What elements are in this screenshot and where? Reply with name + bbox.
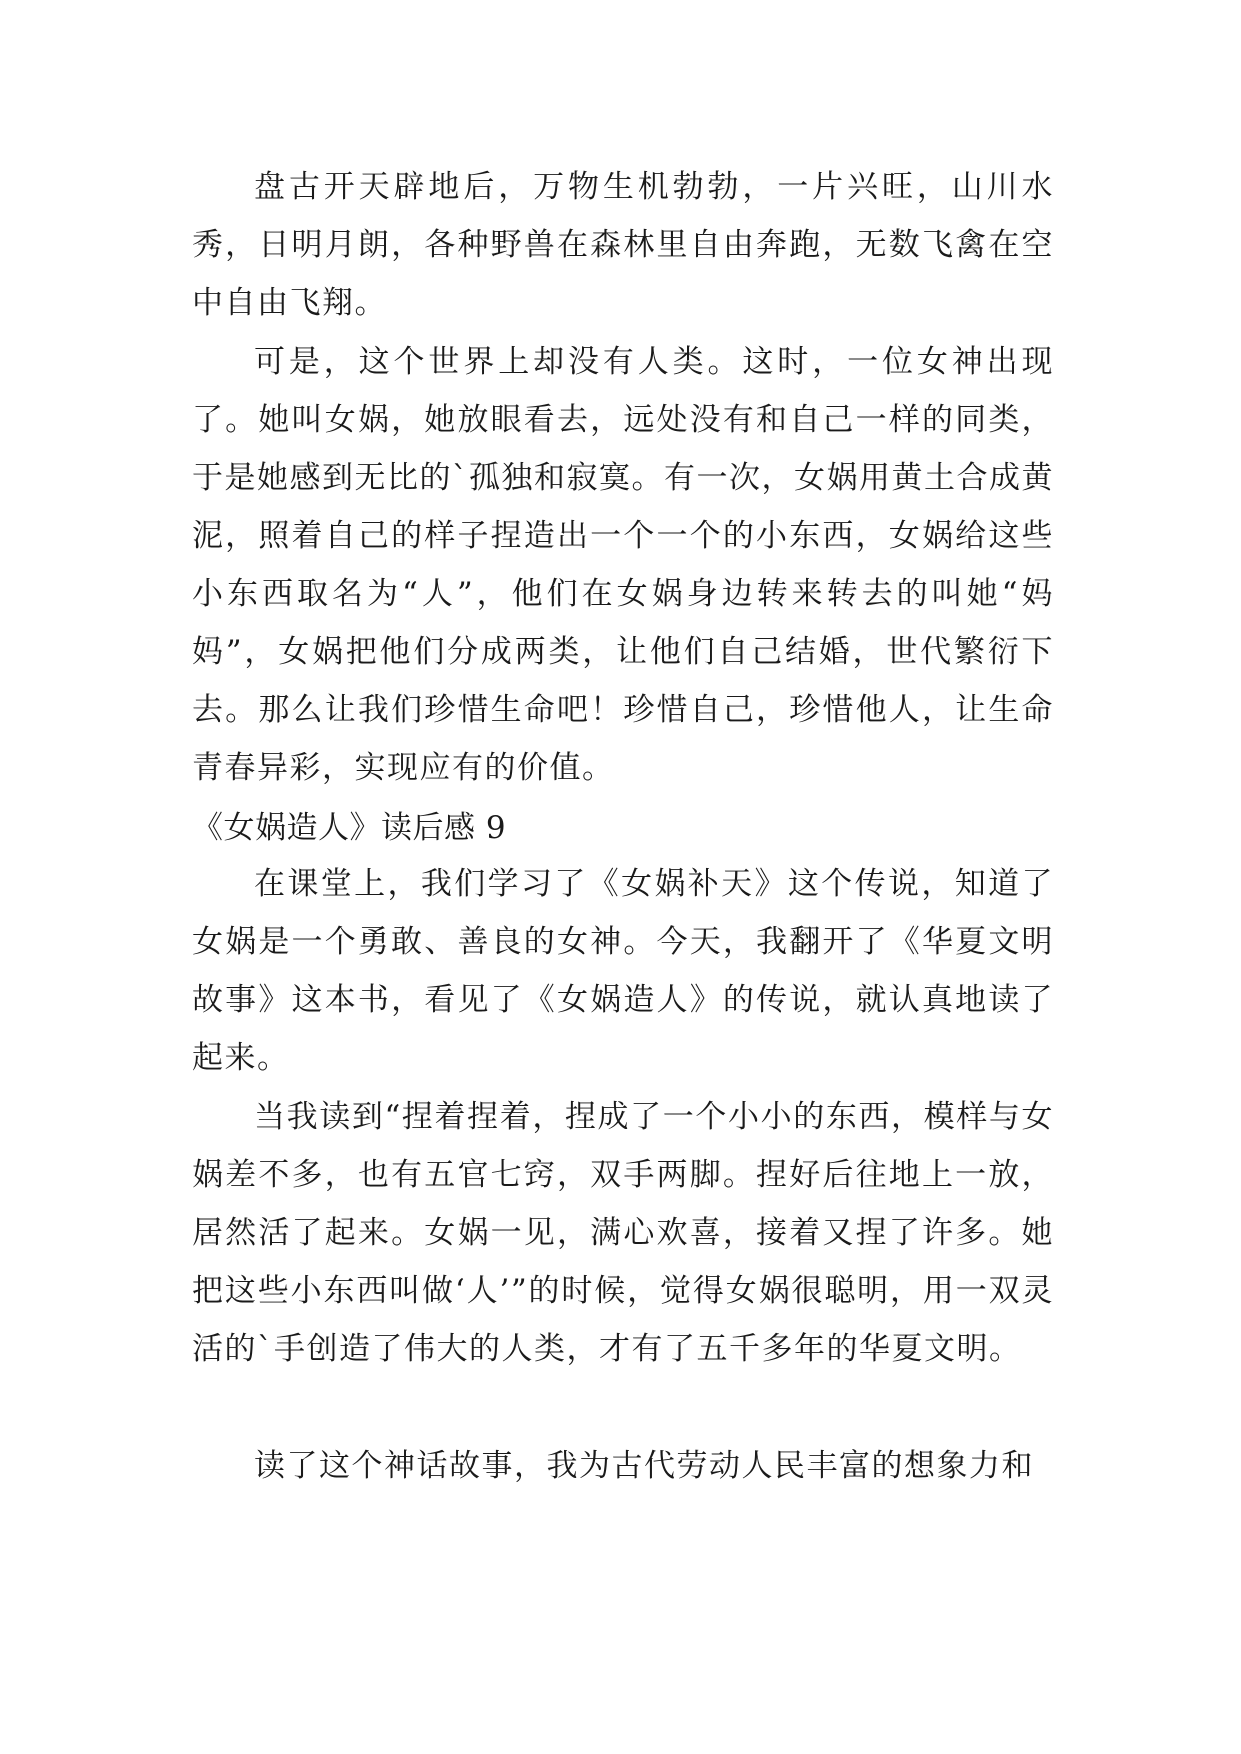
body-paragraph: 盘古开天辟地后，万物生机勃勃，一片兴旺，山川水秀，日明月朗，各种野兽在森林里自由奔跑，无数飞禽在空中自由飞翔。 [192, 169, 1054, 321]
body-paragraph: 当我读到“捏着捏着，捏成了一个小小的东西，模样与女娲差不多，也有五官七窍，双手两脚。捏好后往地上一放，居然活了起来。女娲一见，满心欢喜，接着又捏了许多。她把这些小东西叫做‘人’”的时候，觉得女娲很聪明，用一双灵活的`手创造了伟大的人类，才有了五千多年的华夏文明。 [192, 1099, 1054, 1367]
body-paragraph: 在课堂上，我们学习了《女娲补天》这个传说，知道了女娲是一个勇敢、善良的女神。今天，我翻开了《华夏文明故事》这本书，看见了《女娲造人》的传说，就认真地读了起来。 [192, 866, 1054, 1076]
section-title: 《女娲造人》读后感 9 [192, 810, 507, 846]
body-paragraph: 读了这个神话故事，我为古代劳动人民丰富的想象力和 [254, 1448, 1034, 1484]
body-paragraph: 可是，这个世界上却没有人类。这时，一位女神出现了。她叫女娲，她放眼看去，远处没有和自己一样的同类，于是她感到无比的`孤独和寂寞。有一次，女娲用黄土合成黄泥，照着自己的样子捏造出一个一个的小东西，女娲给这些小东西取名为“人”，他们在女娲身边转来转去的叫她“妈妈”，女娲把他们分成两类，让他们自己结婚，世代繁衍下去。那么让我们珍惜生命吧！珍惜自己，珍惜他人，让生命青春异彩，实现应有的价值。 [192, 344, 1054, 786]
